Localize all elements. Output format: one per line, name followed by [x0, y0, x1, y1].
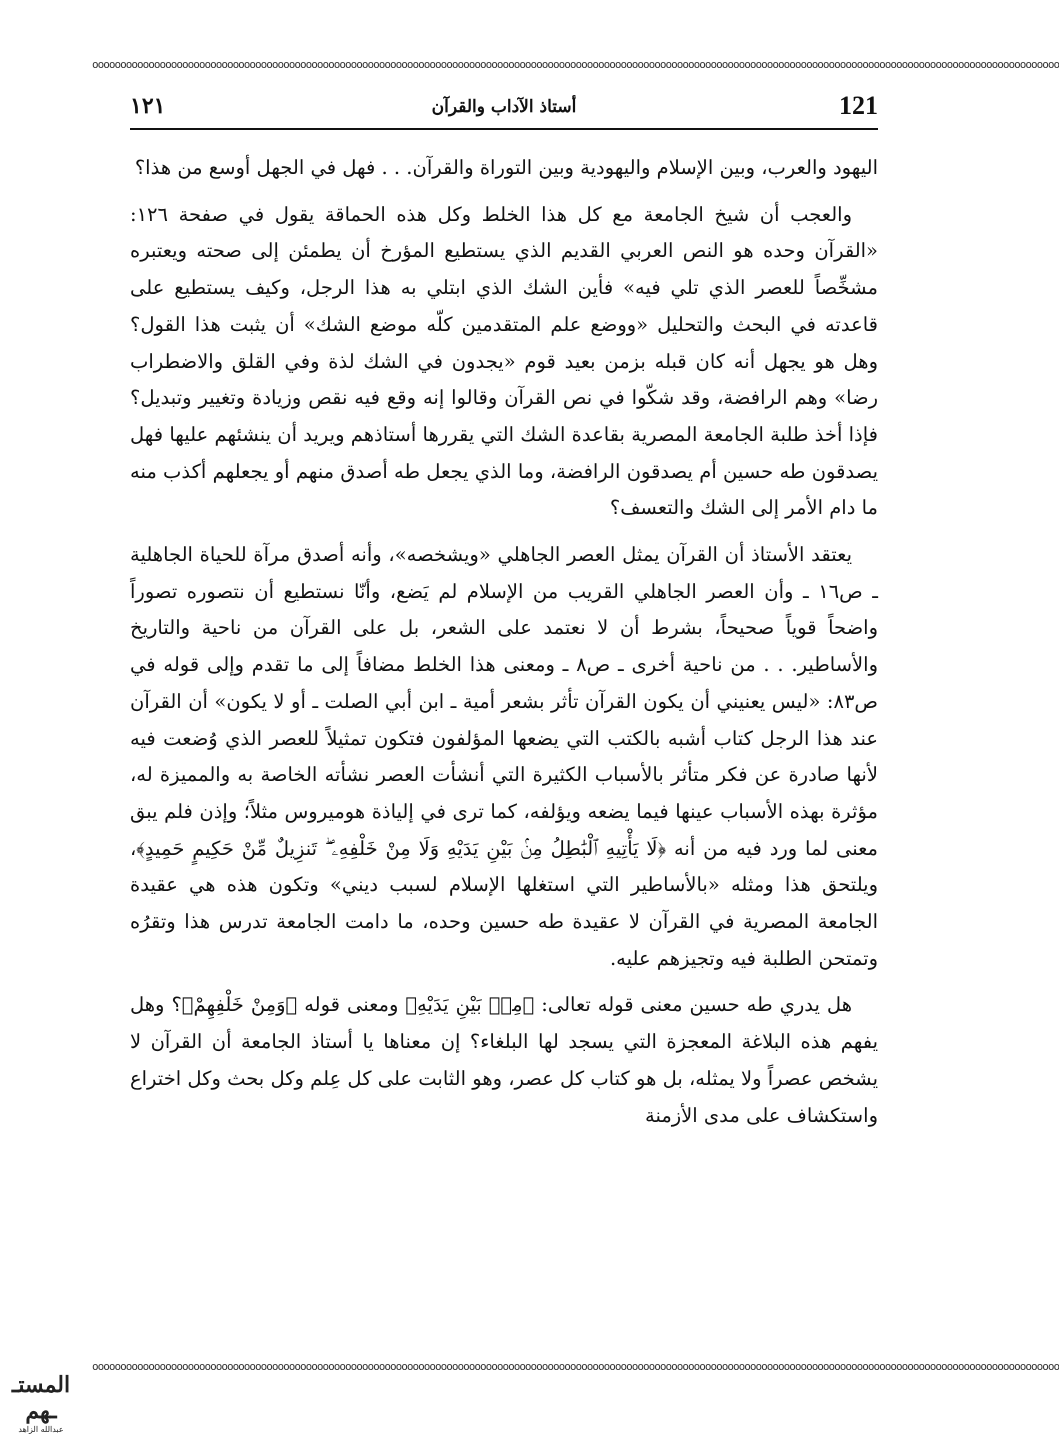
paragraph-3: يعتقد الأستاذ أن القرآن يمثل العصر الجاهلي «ويشخصه»، وأنه أصدق مرآة للحياة الجاهلية ـ ص١٦ ـ وأن العصر الجاهلي القريب من الإسلام لم يَضع، وأنّا نستطيع أن نتصوره تصوراً واضحاً قوياً صحيحاً، بشرط أن لا نعتمد على الشعر، بل على القرآن من ناحية والتاريخ والأساطير. . . من ناحية أخرى ـ ص٨ ـ ومعنى هذا الخلط مضافاً إلى ما تقدم وإلى قوله في ص٨٣: «ليس يعنيني أن يكون القرآن تأثر بشعر أمية ـ ابن أبي الصلت ـ أو لا يكون» أن القرآن عند هذا الرجل كتاب أشبه بالكتب التي يضعها المؤلفون فتكون تمثيلاً للعصر الذي وُضعت فيه لأنها صادرة عن فكر متأثر بالأسباب الكثيرة التي أنشأت العصر نشأته الخاصة به والمميزة له، مؤثرة بهذه الأسباب عينها فيما يضعه ويؤلفه، كما ترى في إلياذة هوميروس مثلاً؛ وإذن فلم يبق معنى لما ورد فيه من أنه ﴿لَا يَأْتِيهِ ٱلْبَٰطِلُ مِنۢ بَيْنِ يَدَيْهِ وَلَا مِنْ خَلْفِهِۦ ۖ تَنزِيلٌ مِّنْ حَكِيمٍ حَمِيدٍ﴾، ويلتحق هذا ومثله «بالأساطير التي استغلها الإسلام لسبب ديني» وتكون هذه هي عقيدة الجامعة المصرية في القرآن لا عقيدة طه حسين وحده، ما دامت الجامعة تدرس هذا وتقرُه وتمتحن الطلبة فيه وتجيزهم عليه.: [130, 543, 879, 970]
page-number-latin: 121: [839, 91, 878, 120]
library-stamp: [6, 1372, 76, 1434]
stamp-sub-text: عبدالله الزاهد: [18, 1425, 64, 1434]
bottom-decorative-border: oooooooooooooooooooooooooooooooooooooooooooooooooooooooooooooooooooooooooooooooooooooooooooooooooooooooooooooooooooooooooooooooooooooooooooooooooooooooooooooooooooooooooooo: [92, 1360, 1059, 1373]
paragraph-1: اليهود والعرب، وبين الإسلام واليهودية وبين التوراة والقرآن. . . فهل في الجهل أوسع من هذا؟: [134, 156, 878, 179]
top-decorative-border: oooooooooooooooooooooooooooooooooooooooooooooooooooooooooooooooooooooooooooooooooooooooooooooooooooooooooooooooooooooooooooooooooooooooooooooooooooooooooooooooooooooooooooo: [92, 58, 1059, 71]
running-title: أستاذ الآداب والقرآن: [431, 97, 577, 117]
page-header: [130, 88, 878, 130]
paragraph-2: والعجب أن شيخ الجامعة مع كل هذا الخلط وكل هذه الحماقة يقول في صفحة ١٢٦: «القرآن وحده هو النص العربي القديم الذي يستطيع المؤرخ أن يطمئن إلى صحته ويعتبره مشخِّصاً للعصر الذي تلي فيه» فأين الشك الذي ابتلي به هذا الرجل، وكيف يستطيع على قاعدته في البحث والتحليل «ووضع علم المتقدمين كلّه موضع الشك» أن يثبت هذا القول؟ وهل هو يجهل أنه كان قبله بزمن بعيد قوم «يجدون في الشك لذة وفي القلق والاضطراب رضا» وهم الرافضة، وقد شكّوا في نص القرآن وقالوا إنه وقع فيه نقص وزيادة وتغيير وتبديل؟ فإذا أخذ طلبة الجامعة المصرية بقاعدة الشك التي يقررها أستاذهم ويريد أن ينشئهم عليها فهل يصدقون طه حسين أم يصدقون الرافضة، وما الذي يجعل طه أصدق منهم أو يجعلهم أكذب منه ما دام الأمر إلى الشك والتعسف؟: [130, 202, 878, 520]
page-number-arabic: ١٢١: [130, 93, 166, 119]
page-body: [130, 150, 878, 1144]
stamp-main-text: المستـ ـهم: [11, 1372, 71, 1424]
paragraph-4: هل يدري طه حسين معنى قوله تعالى: ﴿مِنۢ بَيْنِ يَدَيْهِ﴾ ومعنى قوله ﴿وَمِنْ خَلْفِهِمْ﴾؟ وهل يفهم هذه البلاغة المعجزة التي يسجد لها البلغاء؟ إن معناها يا أستاذ الجامعة أن القرآن لا يشخص عصراً ولا يمثله، بل هو كتاب كل عصر، وهو الثابت على كل عِلم وكل بحث وكل اختراع واستكشاف على مدى الأزمنة: [130, 993, 878, 1127]
